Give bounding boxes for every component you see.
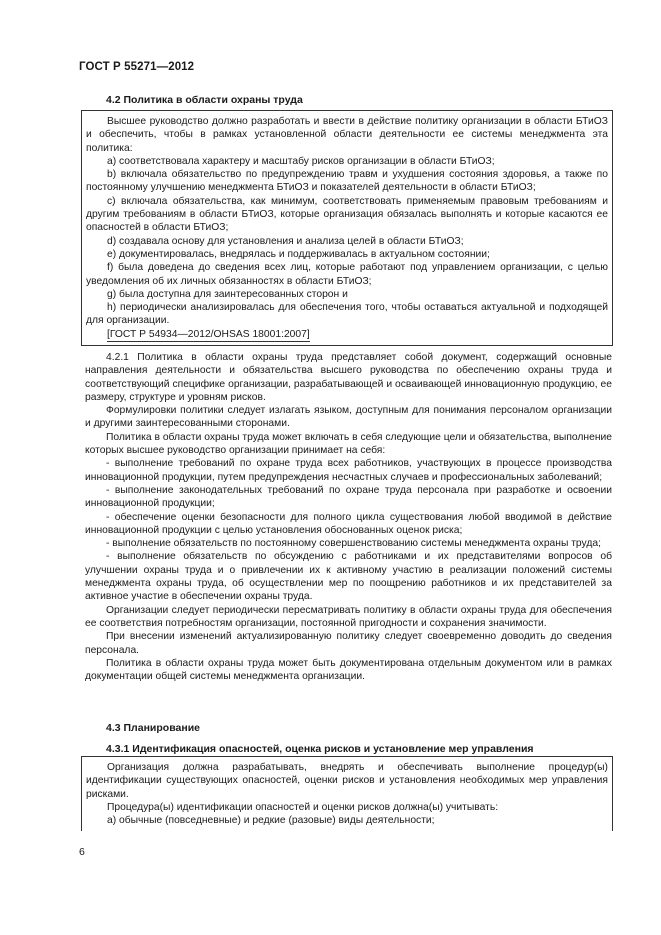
box-item-h: h) периодически анализировалась для обеспечения того, чтобы оставаться актуальной и подходящей для организации.	[86, 302, 608, 327]
list-item: - выполнение законодательных требований по охране труда персонала при разработке и освоении инновационной продукции;	[85, 484, 612, 510]
box-intro: Организация должна разрабатывать, внедрять и обеспечивать выполнение процедур(ы) идентификации существующих опасностей, оценки рисков и установления необходимых мер управления рисками.	[86, 762, 608, 800]
box-line: Процедура(ы) идентификации опасностей и оценки рисков должна(ы) учитывать:	[107, 801, 499, 813]
box-reference: [ГОСТ Р 54934—2012/OHSAS 18001:2007]	[107, 328, 310, 342]
box-item-c: c) включала обязательства, как минимум, соответствовать применяемым правовым требованиям и другим требованиям в области БТиОЗ, которые организация обязалась выполнять и которые касаются ее опасностей в области БТиОЗ;	[86, 195, 608, 234]
box-item-d: d) создавала основу для установления и анализа целей в области БТиОЗ;	[107, 235, 464, 247]
paragraph-4-2-1: 4.2.1 Политика в области охраны труда представляет собой документ, содержащий основные направления деятельности и обязательства высшего руководства по обеспечению охраны труда и соответствующий специфике организации, разрабатывающей и осваивающей инновационную продукцию, ее размеру, структуре и уровням рисков.	[85, 352, 612, 403]
paragraph: Организации следует периодически пересматривать политику в области охраны труда для обеспечения ее соответствия потребностям организации, постоянной пригодности и сохранения значимости.	[85, 604, 612, 629]
paragraph: При внесении изменений актуализированную политику следует своевременно доводить до сведения персонала.	[85, 631, 612, 656]
box-item-a: a) соответствовала характеру и масштабу рисков организации в области БТиОЗ;	[107, 155, 495, 167]
box-item-f: f) была доведена до сведения всех лиц, которые работают под управлением организации, с целью уведомления об их личных обязанностях в области БТиОЗ;	[86, 262, 608, 287]
paragraph: Формулировки политики следует излагать языком, доступным для понимания персоналом организации и другими заинтересованными сторонами.	[85, 405, 612, 430]
list-item: - обеспечение оценки безопасности для полного цикла существования любой вводимой в действие инновационной продукции с целью установления обоснованных оценок риска;	[85, 511, 612, 536]
box-item-a: a) обычные (повседневные) и редкие (разовые) виды деятельности;	[107, 815, 435, 827]
section-title-4-2: 4.2 Политика в области охраны труда	[106, 94, 303, 106]
box-item-b: b) включала обязательство по предупреждению травм и ухудшения состояния здоровья, а также по постоянному улучшению менеджмента БТиОЗ и показателей деятельности в области БТиОЗ;	[86, 169, 608, 194]
quote-box-planning	[81, 756, 613, 831]
section-4-2-body	[85, 351, 612, 683]
list-item: - выполнение обязательств по постоянному совершенствованию системы менеджмента охраны труда;	[106, 538, 601, 550]
list-item: - выполнение обязательств по обсуждению с работниками и их представителями вопросов об улучшении охраны труда и о привлечении их к активному участию в реализации положений системы менеджмента охраны труда, об осуществлении мер по поощрению работников и их представителей за активное участие в обеспечении охраны труда.	[85, 551, 612, 603]
list-item: - выполнение требований по охране труда всех работников, участвующих в процессе производства инновационной продукции, путем предупреждения несчастных случаев и профессиональных заболеваний;	[85, 458, 612, 483]
box-item-e: e) документировалась, внедрялась и поддерживалась в актуальном состоянии;	[107, 248, 490, 260]
section-title-4-3: 4.3 Планирование	[106, 722, 200, 734]
section-subtitle-4-3-1: 4.3.1 Идентификация опасностей, оценка рисков и установление мер управления	[106, 743, 534, 755]
page-number: 6	[79, 846, 85, 858]
document-header: ГОСТ Р 55271—2012	[79, 61, 195, 73]
quote-box-policy	[81, 110, 613, 346]
paragraph: Политика в области охраны труда может включать в себя следующие цели и обязательства, выполнение которых высшее руководство организации принимает на себя:	[85, 431, 612, 457]
box-item-g: g) была доступна для заинтересованных сторон и	[107, 288, 348, 300]
box-intro: Высшее руководство должно разработать и ввести в действие политику организации в области БТиОЗ и обеспечить, чтобы в рамках установленной области деятельности ее системы менеджмента эта политика:	[86, 116, 608, 154]
paragraph: Политика в области охраны труда может быть документирована отдельным документом или в рамках документации общей системы менеджмента организации.	[85, 657, 612, 683]
